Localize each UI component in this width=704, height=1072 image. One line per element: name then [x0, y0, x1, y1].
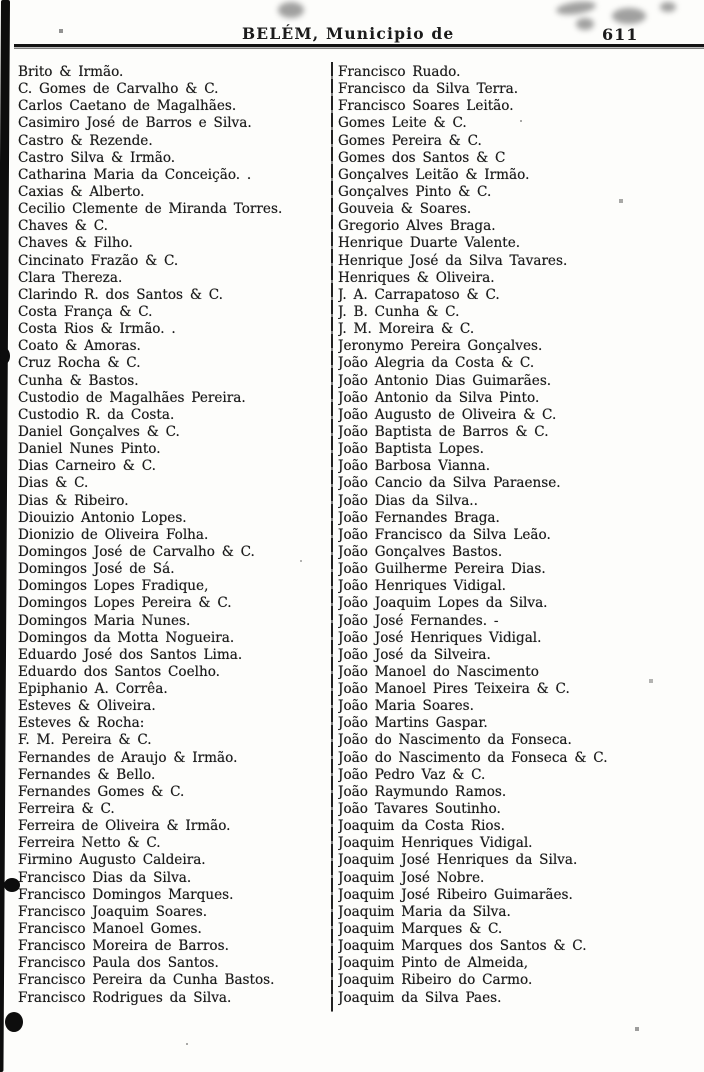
ink-smudge: [278, 2, 304, 18]
directory-entry: João Dias da Silva..: [338, 492, 478, 509]
directory-entry: Joaquim Pinto de Almeida,: [338, 955, 529, 972]
binding-ink-blob: [0, 348, 10, 364]
header-rule: [14, 44, 704, 49]
directory-entry: Domingos José de Carvalho & C.: [18, 543, 255, 560]
directory-entry: Daniel Gonçalves & C.: [18, 423, 180, 440]
directory-entry: Francisco Paula dos Santos.: [18, 955, 219, 972]
directory-entry: Clarindo R. dos Santos & C.: [18, 286, 223, 303]
directory-entry: Gonçalves Pinto & C.: [338, 183, 492, 200]
directory-entry: João José Henriques Vidigal.: [338, 629, 542, 646]
directory-entry: João do Nascimento da Fonseca.: [338, 732, 572, 749]
directory-entry: Gomes dos Santos & C: [338, 149, 506, 166]
directory-entry: João Gonçalves Bastos.: [338, 543, 503, 560]
directory-entry: Cruz Rocha & C.: [18, 355, 141, 372]
directory-entry: Francisco Dias da Silva.: [18, 869, 192, 886]
directory-entry: Joaquim José Nobre.: [338, 869, 485, 886]
directory-entry: Carlos Caetano de Magalhães.: [18, 98, 237, 115]
directory-entry: Domingos Lopes Fradique,: [18, 578, 209, 595]
directory-entry: João Cancio da Silva Paraense.: [338, 475, 561, 492]
directory-entry: Esteves & Rocha:: [18, 715, 145, 732]
directory-entry: João Henriques Vidigal.: [338, 578, 506, 595]
directory-entry: João Guilherme Pereira Dias.: [338, 561, 546, 578]
directory-entry: Chaves & C.: [18, 218, 108, 235]
directory-entry: João José Fernandes. -: [338, 612, 499, 629]
directory-entry: Dias & Ribeiro.: [18, 492, 129, 509]
page-number: 611: [602, 25, 639, 44]
directory-entry: Henriques & Oliveira.: [338, 269, 495, 286]
directory-entry: Daniel Nunes Pinto.: [18, 441, 161, 458]
directory-entry: Eduardo José dos Santos Lima.: [18, 646, 243, 663]
directory-column-right: [338, 64, 700, 1016]
directory-entry: Chaves & Filho.: [18, 235, 133, 252]
directory-entry: Francisco da Silva Terra.: [338, 81, 519, 98]
directory-entry: Francisco Joaquim Soares.: [18, 903, 208, 920]
directory-entry: João Alegria da Costa & C.: [338, 355, 535, 372]
directory-entry: Costa França & C.: [18, 303, 153, 320]
directory-entry: João Martins Gaspar.: [338, 715, 488, 732]
directory-entry: Epiphanio A. Corrêa.: [18, 681, 168, 698]
directory-entry: João Tavares Soutinho.: [338, 801, 501, 818]
directory-entry: Castro Silva & Irmão.: [18, 149, 176, 166]
directory-entry: Joaquim Henriques Vidigal.: [338, 835, 533, 852]
directory-entry: Henrique José da Silva Tavares.: [338, 252, 568, 269]
directory-entry: João Manoel do Nascimento: [338, 663, 539, 680]
directory-entry: João Pedro Vaz & C.: [338, 766, 486, 783]
directory-entry: J. B. Cunha & C.: [338, 303, 460, 320]
directory-column-left: [18, 64, 328, 1016]
directory-entry: João Manoel Pires Teixeira & C.: [338, 681, 570, 698]
directory-entry: Brito & Irmão.: [18, 64, 124, 80]
directory-entry: Gonçalves Leitão & Irmão.: [338, 166, 530, 183]
directory-entry: Fernandes & Bello.: [18, 766, 156, 783]
directory-entry: Diouizio Antonio Lopes.: [18, 509, 187, 526]
page-title: BELÉM, Municipio de: [242, 24, 455, 43]
book-binding-bar: [0, 0, 10, 1072]
directory-entry: Domingos Lopes Pereira & C.: [18, 595, 232, 612]
directory-entry: Joaquim Maria da Silva.: [338, 903, 511, 920]
directory-entry: Costa Rios & Irmão. .: [18, 321, 176, 338]
directory-entry: Ferreira de Oliveira & Irmão.: [18, 818, 231, 835]
directory-entry: Cecilio Clemente de Miranda Torres.: [18, 201, 283, 218]
directory-entry: Jeronymo Pereira Gonçalves.: [338, 338, 543, 355]
ink-smudge: [612, 8, 646, 24]
directory-entry: Domingos da Motta Nogueira.: [18, 629, 235, 646]
directory-entry: Joaquim da Costa Rios.: [338, 818, 505, 835]
directory-entry: Francisco Soares Leitão.: [338, 98, 514, 115]
scan-speckles: [0, 0, 2, 2]
directory-entry: Fernandes de Araujo & Irmão.: [18, 749, 238, 766]
directory-entry: J. A. Carrapatoso & C.: [338, 286, 500, 303]
directory-entry: Castro & Rezende.: [18, 132, 153, 149]
directory-entry: João Fernandes Braga.: [338, 509, 500, 526]
directory-entry: Joaquim Marques dos Santos & C.: [338, 938, 587, 955]
directory-entry: Dias & C.: [18, 475, 89, 492]
directory-entry: Henrique Duarte Valente.: [338, 235, 521, 252]
directory-entry: João Baptista de Barros & C.: [338, 423, 549, 440]
directory-entry: João Antonio Dias Guimarães.: [338, 372, 552, 389]
directory-entry: Joaquim José Henriques da Silva.: [338, 852, 578, 869]
directory-entry: Francisco Ruado.: [338, 64, 461, 80]
directory-entry: Coato & Amoras.: [18, 338, 141, 355]
directory-entry: J. M. Moreira & C.: [338, 321, 475, 338]
directory-entry: João Barbosa Vianna.: [338, 458, 491, 475]
directory-entry: João Raymundo Ramos.: [338, 783, 507, 800]
directory-entry: João Antonio da Silva Pinto.: [338, 389, 540, 406]
directory-entry: João Augusto de Oliveira & C.: [338, 406, 557, 423]
directory-entry: Domingos José de Sá.: [18, 561, 175, 578]
directory-entry: Cincinato Frazão & C.: [18, 252, 179, 269]
directory-entry: Francisco Pereira da Cunha Bastos.: [18, 972, 275, 989]
ink-smudge: [660, 2, 676, 12]
directory-entry: Gomes Leite & C.: [338, 115, 467, 132]
directory-entry: Domingos Maria Nunes.: [18, 612, 191, 629]
directory-entry: Esteves & Oliveira.: [18, 698, 156, 715]
directory-entry: Casimiro José de Barros e Silva.: [18, 115, 252, 132]
directory-entry: Francisco Moreira de Barros.: [18, 938, 229, 955]
directory-entry: João Francisco da Silva Leão.: [338, 526, 551, 543]
directory-entry: Cunha & Bastos.: [18, 372, 139, 389]
directory-entry: João Maria Soares.: [338, 698, 474, 715]
directory-entry: João José da Silveira.: [338, 646, 491, 663]
directory-entry: Ferreira Netto & C.: [18, 835, 161, 852]
directory-entry: Joaquim da Silva Paes.: [338, 989, 502, 1006]
directory-entry: Gregorio Alves Braga.: [338, 218, 496, 235]
directory-entry: Joaquim José Ribeiro Guimarães.: [338, 886, 573, 903]
directory-entry: João Joaquim Lopes da Silva.: [338, 595, 548, 612]
directory-entry: Joaquim Marques & C.: [338, 921, 503, 938]
directory-entry: Fernandes Gomes & C.: [18, 783, 185, 800]
directory-entry: Francisco Domingos Marques.: [18, 886, 234, 903]
directory-entry: Dias Carneiro & C.: [18, 458, 156, 475]
directory-entry: Firmino Augusto Caldeira.: [18, 852, 206, 869]
directory-entry: C. Gomes de Carvalho & C.: [18, 81, 219, 98]
directory-entry: Custodio de Magalhães Pereira.: [18, 389, 246, 406]
directory-entry: Clara Thereza.: [18, 269, 123, 286]
ink-smudge: [576, 18, 594, 30]
directory-entry: Custodio R. da Costa.: [18, 406, 175, 423]
directory-entry: Francisco Rodrigues da Silva.: [18, 989, 232, 1006]
directory-entry: Caxias & Alberto.: [18, 183, 145, 200]
ink-smudge: [555, 0, 596, 17]
directory-entry: Dionizio de Oliveira Folha.: [18, 526, 209, 543]
directory-entry: Gomes Pereira & C.: [338, 132, 482, 149]
directory-entry: Eduardo dos Santos Coelho.: [18, 663, 220, 680]
directory-entry: Gouveia & Soares.: [338, 201, 472, 218]
directory-entry: F. M. Pereira & C.: [18, 732, 152, 749]
directory-entry: Francisco Manoel Gomes.: [18, 921, 202, 938]
directory-entry: Catharina Maria da Conceição. .: [18, 166, 252, 183]
column-divider: [331, 62, 333, 1012]
directory-entry: Joaquim Ribeiro do Carmo.: [338, 972, 533, 989]
directory-entry: João Baptista Lopes.: [338, 441, 484, 458]
directory-entry: João do Nascimento da Fonseca & C.: [338, 749, 608, 766]
directory-entry: Ferreira & C.: [18, 801, 115, 818]
